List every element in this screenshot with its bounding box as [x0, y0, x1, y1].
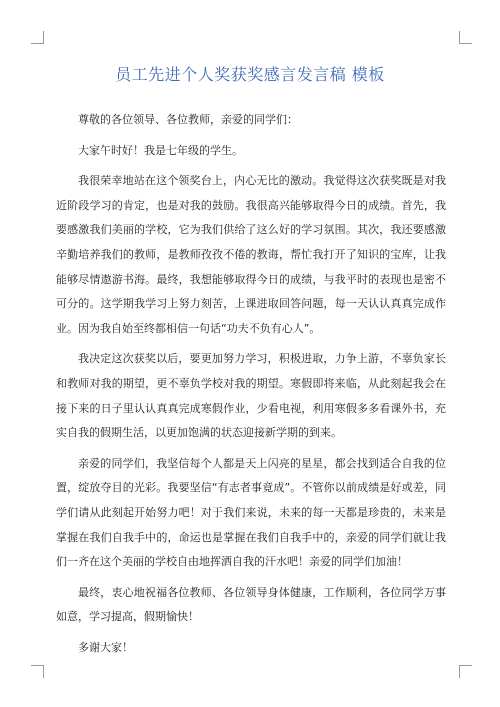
corner-mark-top-left	[31, 31, 44, 44]
body-paragraph: 亲爱的同学们，我坚信每个人都是天上闪亮的星星，都会找到适合自我的位置，绽放夺目的光彩。我要坚信“有志者事竟成”。不管你以前成绩是好或差，同学们请从此刻起开始努力吧！对于我们来说，未来的每一天都是珍贵的，未来是掌握在我们自我手中的，命运也是掌握在我们自我手中的，亲爱的同学们就让我们一齐在这个美丽的学校自由地挥洒自我的汗水吧！亲爱的同学们加油！	[56, 456, 446, 569]
greeting-paragraph: 大家午时好！我是七年级的学生。	[78, 143, 243, 157]
salutation-paragraph: 尊敬的各位领导、各位教师，亲爱的同学们：	[78, 113, 298, 126]
corner-mark-top-right	[459, 31, 472, 44]
body-paragraph: 我决定这次获奖以后，要更加努力学习，积极进取，力争上游，不辜负家长和教师对我的期望，更不辜负学校对我的期望。寒假即将来临，从此刻起我会在接下来的日子里认认真真完成寒假作业，少看电视，利用寒假多多看课外书，充实自我的假期生活，以更加饱满的状态迎接新学期的到来。	[56, 352, 446, 440]
corner-mark-bottom-right	[459, 665, 472, 678]
closing-paragraph: 多谢大家！	[78, 640, 133, 654]
document-body	[56, 108, 446, 660]
corner-mark-bottom-left	[31, 665, 44, 678]
body-paragraph: 最终，衷心地祝福各位教师、各位领导身体健康，工作顺利，各位同学万事如意，学习提高，假期愉快！	[56, 585, 446, 624]
body-paragraph: 我很荣幸地站在这个领奖台上，内心无比的激动。我觉得这次获奖既是对我近阶段学习的肯定，也是对我的鼓励。我很高兴能够取得今日的成绩。首先，我要感激我们美丽的学校，它为我们供给了这么好的学习氛围。其次，我还要感激辛勤培养我们的教师，是教师孜孜不倦的教诲，帮忙我打开了知识的宝库，让我能够尽情遨游书海。最终，我想能够取得今日的成绩，与我平时的表现也是密不可分的。这学期我学习上努力刻苦，上课进取回答问题，每一天认认真真完成作业。因为我自始至终都相信一句话“功夫不负有心人”。	[56, 174, 446, 335]
document-title: 员工先进个人奖获奖感言发言稿 模板	[115, 65, 385, 84]
